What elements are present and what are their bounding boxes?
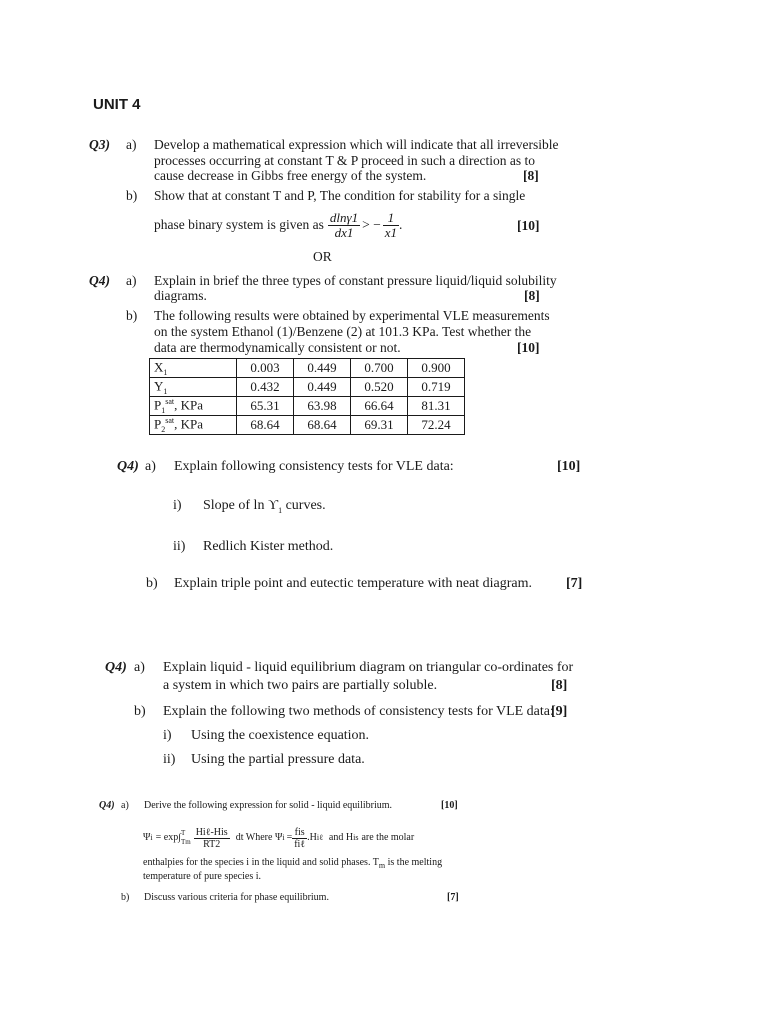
s4-eq-equals: = bbox=[286, 832, 293, 843]
table-cell: 0.449 bbox=[294, 377, 351, 396]
s2-ii-num: ii) bbox=[173, 539, 186, 554]
q3a-line-2: processes occurring at constant T & P proceed in such a direction as to bbox=[154, 153, 536, 168]
table-row-header bbox=[150, 396, 237, 415]
s3-a-letter: a) bbox=[134, 660, 145, 675]
s2-i-num: i) bbox=[173, 498, 182, 513]
row-header-sup: sat bbox=[165, 415, 175, 425]
s4-eq-exp: = exp∫ bbox=[155, 832, 181, 843]
table-row-header bbox=[150, 377, 237, 396]
q3b-fraction-1 bbox=[328, 211, 360, 240]
s4-eq-fraction bbox=[194, 827, 230, 850]
s4-eq-fraction-2-num: fis bbox=[292, 827, 307, 839]
q3b-operator: > − bbox=[362, 216, 381, 232]
s4-eq-upper: T bbox=[180, 829, 186, 837]
q3b-line-2 bbox=[154, 208, 402, 242]
s3-ii-text: Using the partial pressure data. bbox=[191, 752, 365, 767]
s4-question-label: Q4) bbox=[99, 800, 115, 811]
q3b-line-2-text: phase binary system is given as bbox=[154, 216, 324, 232]
row-header-sub: 1 bbox=[161, 405, 166, 415]
row-header-sub: 2 bbox=[161, 424, 166, 434]
s4-eq-lhs: Ψ bbox=[143, 832, 151, 843]
s4-equation bbox=[143, 823, 414, 853]
table-cell: 0.900 bbox=[408, 359, 465, 378]
q4a-line-1: Explain in brief the three types of constant pressure liquid/liquid solubility bbox=[154, 273, 557, 288]
s4-line-2-sub: m bbox=[378, 861, 386, 870]
s4-eq-tail: .H bbox=[307, 832, 317, 843]
s4-eq-dt-sub: i bbox=[282, 833, 285, 842]
s4-a-marks: [10] bbox=[441, 800, 458, 811]
s4-b-marks: [7] bbox=[447, 892, 459, 903]
table-cell: 81.31 bbox=[408, 396, 465, 415]
row-header-tail: , KPa bbox=[174, 416, 204, 432]
s4-b-text: Discuss various criteria for phase equilibrium. bbox=[144, 892, 329, 903]
vle-data-table bbox=[149, 358, 465, 435]
s4-a-letter: a) bbox=[121, 800, 129, 811]
q3a-letter: a) bbox=[126, 137, 137, 152]
row-header-main: Y bbox=[154, 378, 164, 394]
s2-i-tail: curves. bbox=[285, 498, 326, 513]
s3-b-marks: [9] bbox=[551, 704, 568, 719]
s4-eq-fraction-num: Hiℓ-His bbox=[195, 826, 228, 838]
s4-line-2-tail: is the melting bbox=[387, 857, 443, 868]
row-header-sup: sat bbox=[165, 396, 175, 406]
s3-i-text: Using the coexistence equation. bbox=[191, 728, 370, 743]
table-cell: 69.31 bbox=[351, 415, 408, 434]
q3b-fraction-1-num: dlnγ1 bbox=[329, 209, 359, 225]
table-cell: 68.64 bbox=[294, 415, 351, 434]
s4-eq-lower: Tm bbox=[180, 838, 191, 846]
s4-eq-limits bbox=[181, 829, 191, 847]
q3-label: Q3) bbox=[89, 137, 110, 152]
s4-eq-dt: dt Where Ψ bbox=[235, 832, 283, 843]
q3a-marks: [8] bbox=[523, 168, 539, 183]
table-cell: 72.24 bbox=[408, 415, 465, 434]
q4a-letter: a) bbox=[126, 273, 137, 288]
row-header-main: X bbox=[154, 359, 164, 375]
q3b-marks: [10] bbox=[517, 218, 540, 233]
s2-b-letter: b) bbox=[146, 576, 158, 591]
table-row bbox=[150, 377, 465, 396]
table-row-header bbox=[150, 415, 237, 434]
s3-b-text: Explain the following two methods of consistency tests for VLE data: bbox=[163, 704, 554, 719]
s4-eq-and-sup: s bbox=[355, 833, 359, 842]
q3b-line-1: Show that at constant T and P, The condition for stability for a single bbox=[154, 188, 526, 203]
s2-a-text: Explain following consistency tests for VLE data: bbox=[174, 459, 454, 474]
unit-title: UNIT 4 bbox=[93, 96, 141, 113]
s3-a-line-1: Explain liquid - liquid equilibrium diagram on triangular co-ordinates for bbox=[163, 660, 574, 675]
q3b-fraction-1-den: dx1 bbox=[334, 224, 354, 240]
table-row bbox=[150, 359, 465, 378]
q4b-line-1: The following results were obtained by experimental VLE measurements bbox=[154, 308, 550, 323]
s4-eq-fraction-2-den: fiℓ bbox=[294, 838, 306, 850]
table-cell: 68.64 bbox=[237, 415, 294, 434]
s4-eq-tail-sub: i bbox=[316, 833, 320, 842]
q3b-fraction-2-den: x1 bbox=[384, 224, 397, 240]
s4-eq-tail-sup: ℓ bbox=[319, 833, 323, 842]
s2-b-text: Explain triple point and eutectic temperature with neat diagram. bbox=[174, 576, 533, 591]
row-header-tail: , KPa bbox=[174, 397, 204, 413]
table-cell: 0.520 bbox=[351, 377, 408, 396]
table-row bbox=[150, 396, 465, 415]
table-cell: 63.98 bbox=[294, 396, 351, 415]
s4-a-text: Derive the following expression for solid - liquid equilibrium. bbox=[144, 800, 393, 811]
table-cell: 65.31 bbox=[237, 396, 294, 415]
q4b-marks: [10] bbox=[517, 340, 540, 355]
table-cell: 0.449 bbox=[294, 359, 351, 378]
table-row bbox=[150, 415, 465, 434]
s4-eq-are: are the molar bbox=[361, 832, 415, 843]
s2-question-label: Q4) bbox=[117, 459, 139, 474]
q4a-line-2: diagrams. bbox=[154, 288, 207, 303]
q4b-line-3: data are thermodynamically consistent or not. bbox=[154, 340, 401, 355]
q3b-end: . bbox=[398, 216, 403, 232]
q4a-marks: [8] bbox=[524, 288, 540, 303]
row-header-sub: 1 bbox=[163, 367, 168, 377]
s4-line-2-text: enthalpies for the species i in the liquid and solid phases. T bbox=[143, 857, 379, 868]
q4-label: Q4) bbox=[89, 273, 110, 288]
row-header-main: P bbox=[154, 416, 162, 432]
table-cell: 0.719 bbox=[408, 377, 465, 396]
q3b-letter: b) bbox=[126, 188, 138, 203]
q4b-line-2: on the system Ethanol (1)/Benzene (2) at 101.3 KPa. Test whether the bbox=[154, 324, 532, 339]
or-separator: OR bbox=[313, 249, 332, 264]
s3-question-label: Q4) bbox=[105, 660, 127, 675]
s4-eq-and: and H bbox=[328, 832, 354, 843]
s2-a-letter: a) bbox=[145, 459, 156, 474]
s4-eq-fraction-2 bbox=[292, 827, 307, 850]
table-cell: 0.003 bbox=[237, 359, 294, 378]
s4-eq-fraction-den: RT2 bbox=[203, 838, 221, 850]
s4-line-3: temperature of pure species i. bbox=[143, 871, 262, 882]
table-cell: 0.700 bbox=[351, 359, 408, 378]
q3a-line-1: Develop a mathematical expression which will indicate that all irreversible bbox=[154, 137, 559, 152]
table-cell: 0.432 bbox=[237, 377, 294, 396]
row-header-sub: 1 bbox=[163, 386, 168, 396]
row-header-main: P bbox=[154, 397, 162, 413]
s2-i-sub: 1 bbox=[278, 505, 283, 515]
s2-b-marks: [7] bbox=[566, 576, 583, 591]
s2-a-marks: [10] bbox=[557, 459, 581, 474]
q3b-fraction-2-num: 1 bbox=[383, 211, 399, 226]
table-row-header bbox=[150, 359, 237, 378]
q3b-fraction-2 bbox=[383, 211, 399, 240]
s4-b-letter: b) bbox=[121, 892, 130, 903]
s4-eq-lhs-sub: i bbox=[150, 833, 153, 842]
q3a-line-3: cause decrease in Gibbs free energy of the system. bbox=[154, 168, 427, 183]
s2-ii-text: Redlich Kister method. bbox=[203, 539, 334, 554]
vle-table-body bbox=[150, 359, 465, 435]
s3-a-marks: [8] bbox=[551, 678, 568, 693]
s3-a-line-2: a system in which two pairs are partially soluble. bbox=[163, 678, 438, 693]
s3-i-num: i) bbox=[163, 728, 172, 743]
s2-i-line bbox=[203, 498, 326, 515]
s3-ii-num: ii) bbox=[163, 752, 176, 767]
s4-eq-and-sub: i bbox=[353, 833, 356, 842]
table-cell: 66.64 bbox=[351, 396, 408, 415]
s2-i-text: Slope of ln ϒ bbox=[203, 498, 279, 513]
s3-b-letter: b) bbox=[134, 704, 146, 719]
q4b-letter: b) bbox=[126, 308, 138, 323]
